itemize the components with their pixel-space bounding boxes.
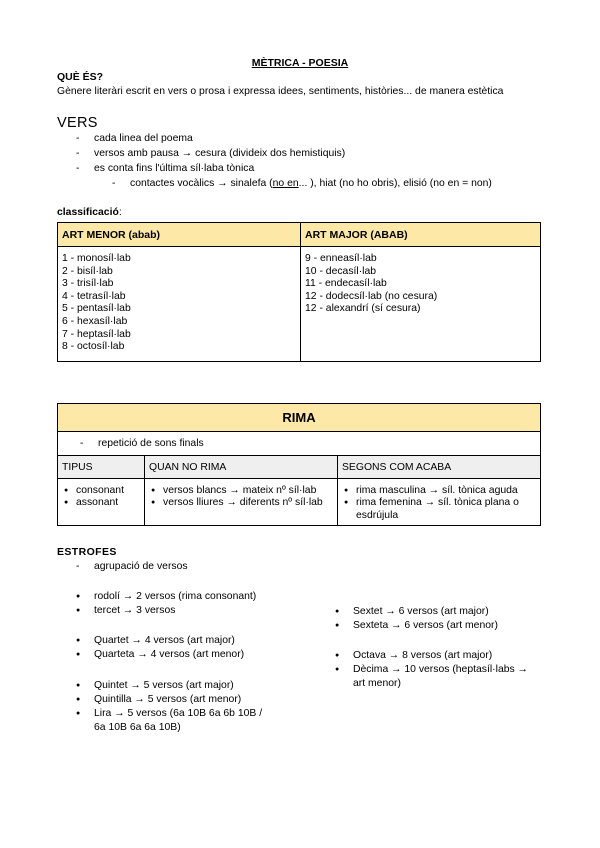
que-es-heading: QUÈ ÉS? xyxy=(57,71,104,83)
rima-table xyxy=(57,403,541,526)
table-row: 2 - bisíl·lab xyxy=(62,265,113,277)
estrofes-group xyxy=(76,590,256,618)
list-item: ● Quintilla → 5 versos (art menor) xyxy=(76,693,262,707)
estrofes-group xyxy=(76,679,262,735)
table-row: 11 - endecasíl·lab xyxy=(305,278,387,290)
list-item-continuation: art menor) xyxy=(353,678,401,689)
vers-subitem: - contactes vocàlics → sinalefa (no en... ), hiat (no ho obris), elisió (no en = non) xyxy=(112,178,492,189)
rima-header: RIMA xyxy=(58,404,541,432)
list-item: ● Lira → 5 versos (6a 10B 6a 6b 10B / xyxy=(76,707,262,721)
rima-definition-row: - repetició de sons finals xyxy=(58,432,541,456)
estrofes-group xyxy=(335,605,498,633)
art-major-cell xyxy=(301,247,541,362)
table-row: 6 - hexasíl·lab xyxy=(62,315,128,327)
classificacio-table xyxy=(57,222,541,362)
rima-definition: repetició de sons finals xyxy=(98,438,204,449)
estrofes-group xyxy=(335,649,528,691)
list-item: ● consonant xyxy=(64,485,142,497)
table-row: 9 - enneasíl·lab xyxy=(305,253,377,264)
list-item: ● Octava → 8 versos (art major) xyxy=(335,649,528,663)
list-item: ● versos blancs → mateix nº síl·lab xyxy=(151,485,335,497)
vers-heading: VERS xyxy=(57,115,98,131)
table-row: 7 - heptasíl·lab xyxy=(62,328,131,340)
list-item: ● Quartet → 4 versos (art major) xyxy=(76,634,244,648)
quan-no-rima-cell xyxy=(145,479,338,526)
art-major-header: ART MAJOR (ABAB) xyxy=(301,223,541,247)
list-item: ● assonant xyxy=(64,497,142,509)
list-item-continuation: 6a 10B 6a 6a 10B) xyxy=(94,722,181,733)
table-row: 3 - trisíl·lab xyxy=(62,278,114,290)
tipus-cell xyxy=(58,479,145,526)
list-item: ● Quintet → 5 versos (art major) xyxy=(76,679,262,693)
column-header-tipus: TIPUS xyxy=(58,456,145,479)
list-item: ● versos lliures → diferents nº síl·lab xyxy=(151,497,335,509)
list-item: ● rima masculina → síl. tònica aguda xyxy=(344,485,538,497)
list-item: ● Quarteta → 4 versos (art menor) xyxy=(76,648,244,662)
art-menor-cell xyxy=(58,247,301,362)
table-row: 5 - pentasíl·lab xyxy=(62,303,131,315)
table-row: 10 - decasíl·lab xyxy=(305,265,377,277)
que-es-text: Gènere literàri escrit en vers o prosa i expressa idees, sentiments, històries... de manera estètica xyxy=(57,86,504,97)
table-row: 12 - alexandrí (sí cesura) xyxy=(305,303,421,315)
page-title: MÈTRICA - POESIA xyxy=(251,57,349,69)
list-item: ● rima femenina → síl. tònica plana o esdrújula xyxy=(344,497,538,522)
list-item: ● rodolí → 2 versos (rima consonant) xyxy=(76,590,256,604)
table-row: 4 - tetrasíl·lab xyxy=(62,290,126,302)
segons-com-acaba-cell xyxy=(338,479,541,526)
estrofes-heading: ESTROFES xyxy=(57,546,117,558)
column-header-quan-no-rima: QUAN NO RIMA xyxy=(145,456,338,479)
list-item: ● Dècima → 10 versos (heptasíl·labs → xyxy=(335,663,528,677)
table-row: 1 - monosíl·lab xyxy=(62,253,131,264)
column-header-segons-com-acaba: SEGONS COM ACABA xyxy=(338,456,541,479)
table-row: 8 - octosíl·lab xyxy=(62,341,125,353)
table-row: 12 - dodecsíl·lab (no cesura) xyxy=(305,290,438,302)
list-item: ● Sexteta → 6 versos (art menor) xyxy=(335,619,498,633)
classificacio-label: classificació: xyxy=(57,207,122,218)
list-item: ● tercet → 3 versos xyxy=(76,604,256,618)
estrofes-group xyxy=(76,634,244,662)
list-item: ● Sextet → 6 versos (art major) xyxy=(335,605,498,619)
art-menor-header: ART MENOR (abab) xyxy=(58,223,301,247)
